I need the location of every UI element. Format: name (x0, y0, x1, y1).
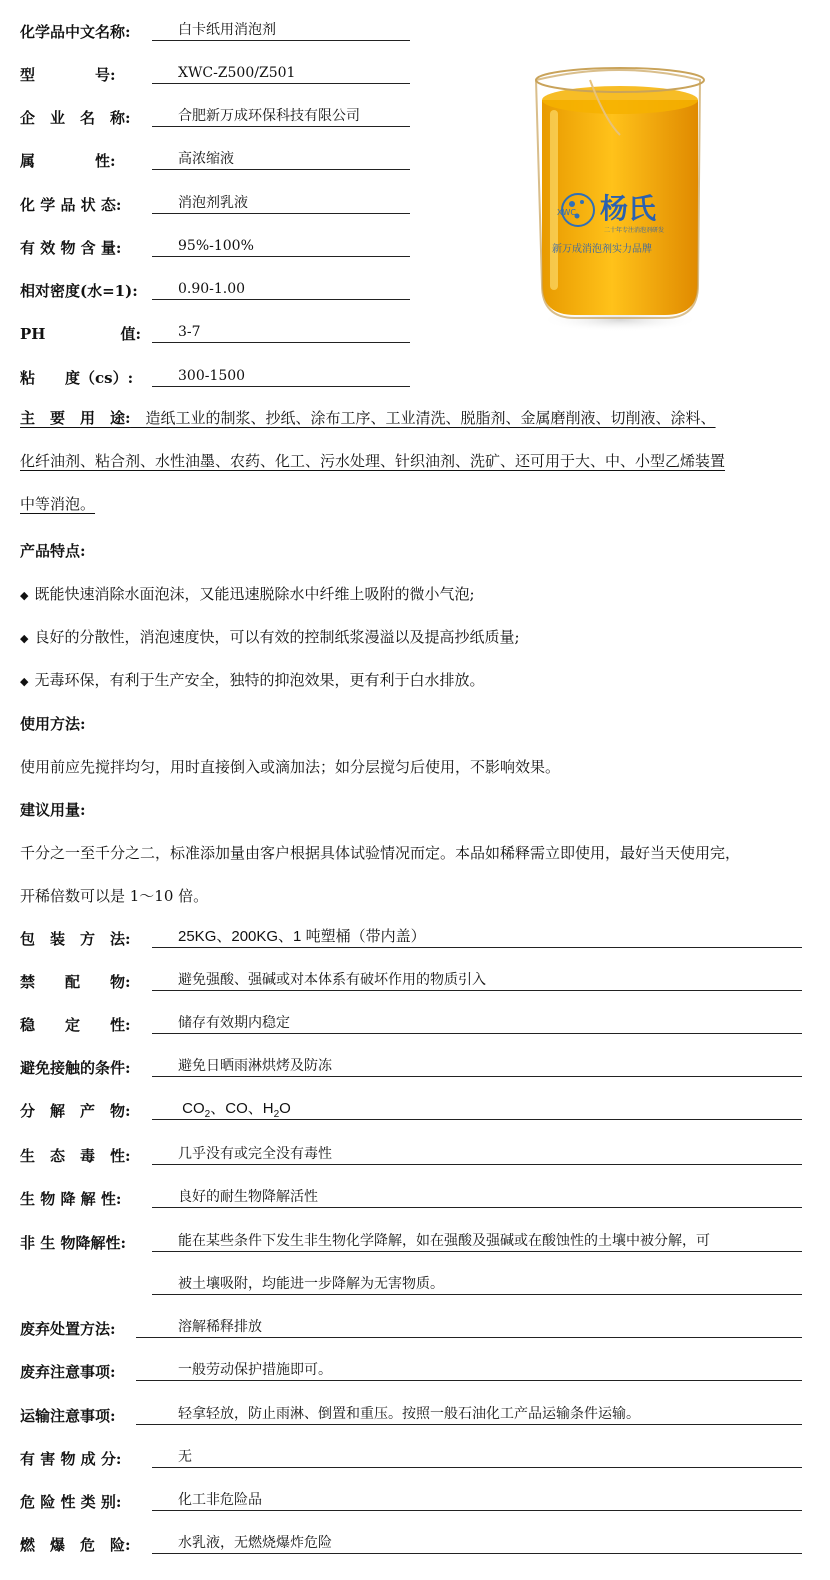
usage-line2: 化纤油剂、粘合剂、水性油墨、农药、化工、污水处理、针织油剂、洗矿、还可用于大、中、小型乙烯装置 (20, 452, 726, 470)
dosage-title: 建议用量: (20, 801, 86, 819)
feature-item: ◆ 良好的分散性，消泡速度快，可以有效的控制纸浆漫溢以及提高抄纸质量; (20, 628, 520, 646)
method-text: 使用前应先搅拌均匀，用时直接倒入或滴加法；如分层搅匀后使用，不影响效果。 (20, 758, 561, 776)
spec-label: 包 装 方 法: (20, 930, 131, 948)
spec-label: 废弃注意事项: (20, 1363, 116, 1381)
spec-value: 避免强酸、强碱或对本体系有破坏作用的物质引入 (152, 971, 802, 991)
spec-label: PH 值: (20, 325, 141, 343)
spec-label: 燃 爆 危 险: (20, 1536, 131, 1554)
spec-value: 储存有效期内稳定 (152, 1014, 802, 1034)
svg-text:新万成消泡剂实力品牌: 新万成消泡剂实力品牌 (552, 244, 652, 255)
spec-label: 有 害 物 成 分: (20, 1450, 122, 1468)
spec-label: 生 物 降 解 性: (20, 1190, 122, 1208)
spec-label: 属 性: (20, 152, 116, 170)
spec-value: 化工非危险品 (152, 1491, 802, 1511)
spec-value: 3-7 (152, 323, 410, 343)
spec-label: 企 业 名 称: (20, 109, 131, 127)
spec-value: 良好的耐生物降解活性 (152, 1188, 802, 1208)
spec-label: 生 态 毒 性: (20, 1147, 131, 1165)
spec-label: 化 学 品 状 态: (20, 196, 122, 214)
usage-line3: 中等消泡。 (20, 495, 96, 513)
spec-value: $CO_2$、CO、$H_2O$ (152, 1100, 802, 1120)
spec-value: 轻拿轻放，防止雨淋、倒置和重压。按照一般石油化工产品运输条件运输。 (136, 1405, 802, 1425)
spec-value: 几乎没有或完全没有毒性 (152, 1145, 802, 1165)
spec-label: 稳 定 性: (20, 1016, 131, 1034)
spec-value: 95%-100% (152, 237, 410, 257)
spec-label: 运输注意事项: (20, 1407, 116, 1425)
spec-value: 无 (152, 1448, 802, 1468)
spec-label: 危 险 性 类 别: (20, 1493, 122, 1511)
spec-value: 高浓缩液 (152, 150, 410, 170)
spec-value: 合肥新万成环保科技有限公司 (152, 107, 410, 127)
product-beaker-image (530, 40, 710, 340)
spec-label: 粘 度（cs）: (20, 369, 134, 387)
spec-label: 避免接触的条件: (20, 1059, 131, 1077)
usage-label: 主 要 用 途: (20, 409, 131, 427)
spec-value: 25KG、200KG、1 吨塑桶（带内盖） (152, 928, 802, 948)
svg-text:二十年专注消泡剂研发: 二十年专注消泡剂研发 (604, 227, 665, 234)
dosage-line1: 千分之一至千分之二，标准添加量由客户根据具体试验情况而定。本品如稀释需立即使用，最好当天使用完， (20, 844, 741, 862)
spec-value-continued: 被土壤吸附，均能进一步降解为无害物质。 (152, 1275, 802, 1295)
spec-label: 禁 配 物: (20, 973, 131, 991)
spec-value: 溶解稀释排放 (136, 1318, 802, 1338)
spec-label: 相对密度(水=1): (20, 282, 138, 300)
usage-line1: 造纸工业的制浆、抄纸、涂布工序、工业清洗、脱脂剂、金属磨削液、切削液、涂料、 (130, 409, 716, 427)
method-title: 使用方法: (20, 715, 86, 733)
feature-item: ◆ 无毒环保，有利于生产安全，独特的抑泡效果，更有利于白水排放。 (20, 671, 485, 689)
spec-value: XWC-Z500/Z501 (152, 64, 410, 84)
spec-value: 300-1500 (152, 367, 410, 387)
svg-text:XWC: XWC (557, 208, 576, 217)
spec-label: 非 生 物降解性: (20, 1234, 126, 1252)
spec-value: 一般劳动保护措施即可。 (136, 1361, 802, 1381)
spec-value: 白卡纸用消泡剂 (152, 21, 410, 41)
spec-value: 消泡剂乳液 (152, 194, 410, 214)
feature-item: ◆ 既能快速消除水面泡沫，又能迅速脱除水中纤维上吸附的微小气泡; (20, 585, 475, 603)
spec-value: 能在某些条件下发生非生物化学降解，如在强酸及强碱或在酸蚀性的土壤中被分解，可 (152, 1232, 802, 1252)
dosage-line2: 开稀倍数可以是 1～10 倍。 (20, 887, 209, 905)
spec-label: 有 效 物 含 量: (20, 239, 122, 257)
features-title: 产品特点: (20, 542, 86, 560)
spec-value: 避免日晒雨淋烘烤及防冻 (152, 1057, 802, 1077)
usage-paragraph (20, 397, 810, 526)
svg-text:杨氏: 杨氏 (600, 192, 657, 225)
spec-label: 分 解 产 物: (20, 1102, 131, 1120)
spec-value: 0.90-1.00 (152, 280, 410, 300)
spec-label: 废弃处置方法: (20, 1320, 116, 1338)
spec-value: 水乳液，无燃烧爆炸危险 (152, 1534, 802, 1554)
spec-label: 化学品中文名称: (20, 23, 131, 41)
spec-label: 型 号: (20, 66, 116, 84)
